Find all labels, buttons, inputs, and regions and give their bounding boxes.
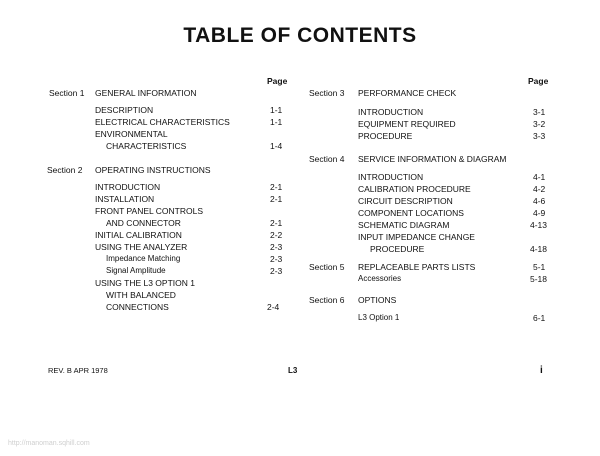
toc-page-number: 5-1	[533, 262, 546, 272]
toc-page-number: 3-3	[533, 131, 546, 141]
toc-subentry[interactable]: Impedance Matching	[106, 254, 181, 263]
toc-page-number: 4-13	[530, 220, 548, 230]
toc-entry[interactable]: INSTALLATION	[95, 194, 155, 204]
toc-page-number: 4-18	[530, 244, 548, 254]
toc-entry[interactable]: USING THE L3 OPTION 1	[95, 278, 195, 288]
toc-page-number: 2-1	[270, 218, 283, 228]
section-title: REPLACEABLE PARTS LISTS	[358, 262, 476, 272]
toc-subentry[interactable]: Signal Amplitude	[106, 266, 166, 275]
toc-entry[interactable]: CIRCUIT DESCRIPTION	[358, 196, 453, 206]
section-label: Section 1	[49, 88, 85, 98]
footer-manual-code: L3	[288, 366, 298, 375]
toc-page-number: 5-18	[530, 274, 548, 284]
toc-page-number: 1-1	[270, 105, 283, 115]
toc-entry[interactable]: DESCRIPTION	[95, 105, 154, 115]
toc-page-number: 2-4	[267, 302, 280, 312]
toc-page-number: 2-1	[270, 194, 283, 204]
toc-entry[interactable]: CALIBRATION PROCEDURE	[358, 184, 471, 194]
toc-page-number: 2-3	[270, 266, 283, 276]
toc-entry[interactable]: INITIAL CALIBRATION	[95, 230, 182, 240]
toc-page-number: 2-2	[270, 230, 283, 240]
toc-entry[interactable]: EQUIPMENT REQUIRED	[358, 119, 456, 129]
toc-entry[interactable]: FRONT PANEL CONTROLS	[95, 206, 203, 216]
section-title: SERVICE INFORMATION & DIAGRAM	[358, 154, 507, 164]
footer-revision: REV. B APR 1978	[48, 366, 108, 375]
section-label: Section 6	[309, 295, 345, 305]
toc-entry[interactable]: CHARACTERISTICS	[106, 141, 187, 151]
toc-entry[interactable]: INTRODUCTION	[95, 182, 161, 192]
section-title: PERFORMANCE CHECK	[358, 88, 457, 98]
toc-page-number: 2-3	[270, 254, 283, 264]
toc-page-number: 4-9	[533, 208, 546, 218]
watermark-url: http://manoman.sqhill.com	[8, 440, 90, 447]
toc-entry[interactable]: INPUT IMPEDANCE CHANGE	[358, 232, 475, 242]
toc-page-number: 1-1	[270, 117, 283, 127]
toc-entry[interactable]: CONNECTIONS	[106, 302, 169, 312]
toc-subentry[interactable]: Accessories	[358, 274, 402, 283]
section-title: GENERAL INFORMATION	[95, 88, 197, 98]
toc-entry[interactable]: COMPONENT LOCATIONS	[358, 208, 464, 218]
toc-page-number: 4-1	[533, 172, 546, 182]
section-label: Section 4	[309, 154, 345, 164]
toc-entry[interactable]: INTRODUCTION	[358, 107, 424, 117]
section-label: Section 3	[309, 88, 345, 98]
toc-entry[interactable]: WITH BALANCED	[106, 290, 176, 300]
toc-page-number: 3-1	[533, 107, 546, 117]
page-column-header: Page	[528, 76, 549, 86]
toc-entry[interactable]: ENVIRONMENTAL	[95, 129, 168, 139]
toc-subentry[interactable]: L3 Option 1	[358, 313, 400, 322]
toc-entry[interactable]: SCHEMATIC DIAGRAM	[358, 220, 450, 230]
section-label: Section 5	[309, 262, 345, 272]
section-title: OPERATING INSTRUCTIONS	[95, 165, 211, 175]
toc-page-number: 2-1	[270, 182, 283, 192]
toc-entry[interactable]: PROCEDURE	[370, 244, 425, 254]
toc-entry[interactable]: ELECTRICAL CHARACTERISTICS	[95, 117, 230, 127]
toc-entry[interactable]: AND CONNECTOR	[106, 218, 181, 228]
toc-page-number: 2-3	[270, 242, 283, 252]
toc-page-number: 1-4	[270, 141, 283, 151]
toc-page-number: 4-2	[533, 184, 546, 194]
page-title: TABLE OF CONTENTS	[183, 24, 417, 47]
toc-entry[interactable]: USING THE ANALYZER	[95, 242, 188, 252]
section-title: OPTIONS	[358, 295, 397, 305]
toc-entry[interactable]: INTRODUCTION	[358, 172, 424, 182]
toc-page-number: 3-2	[533, 119, 546, 129]
toc-page-number: 6-1	[533, 313, 546, 323]
footer-page-number: i	[540, 365, 543, 376]
toc-entry[interactable]: PROCEDURE	[358, 131, 413, 141]
toc-page-number: 4-6	[533, 196, 546, 206]
page-column-header: Page	[267, 76, 288, 86]
section-label: Section 2	[47, 165, 83, 175]
